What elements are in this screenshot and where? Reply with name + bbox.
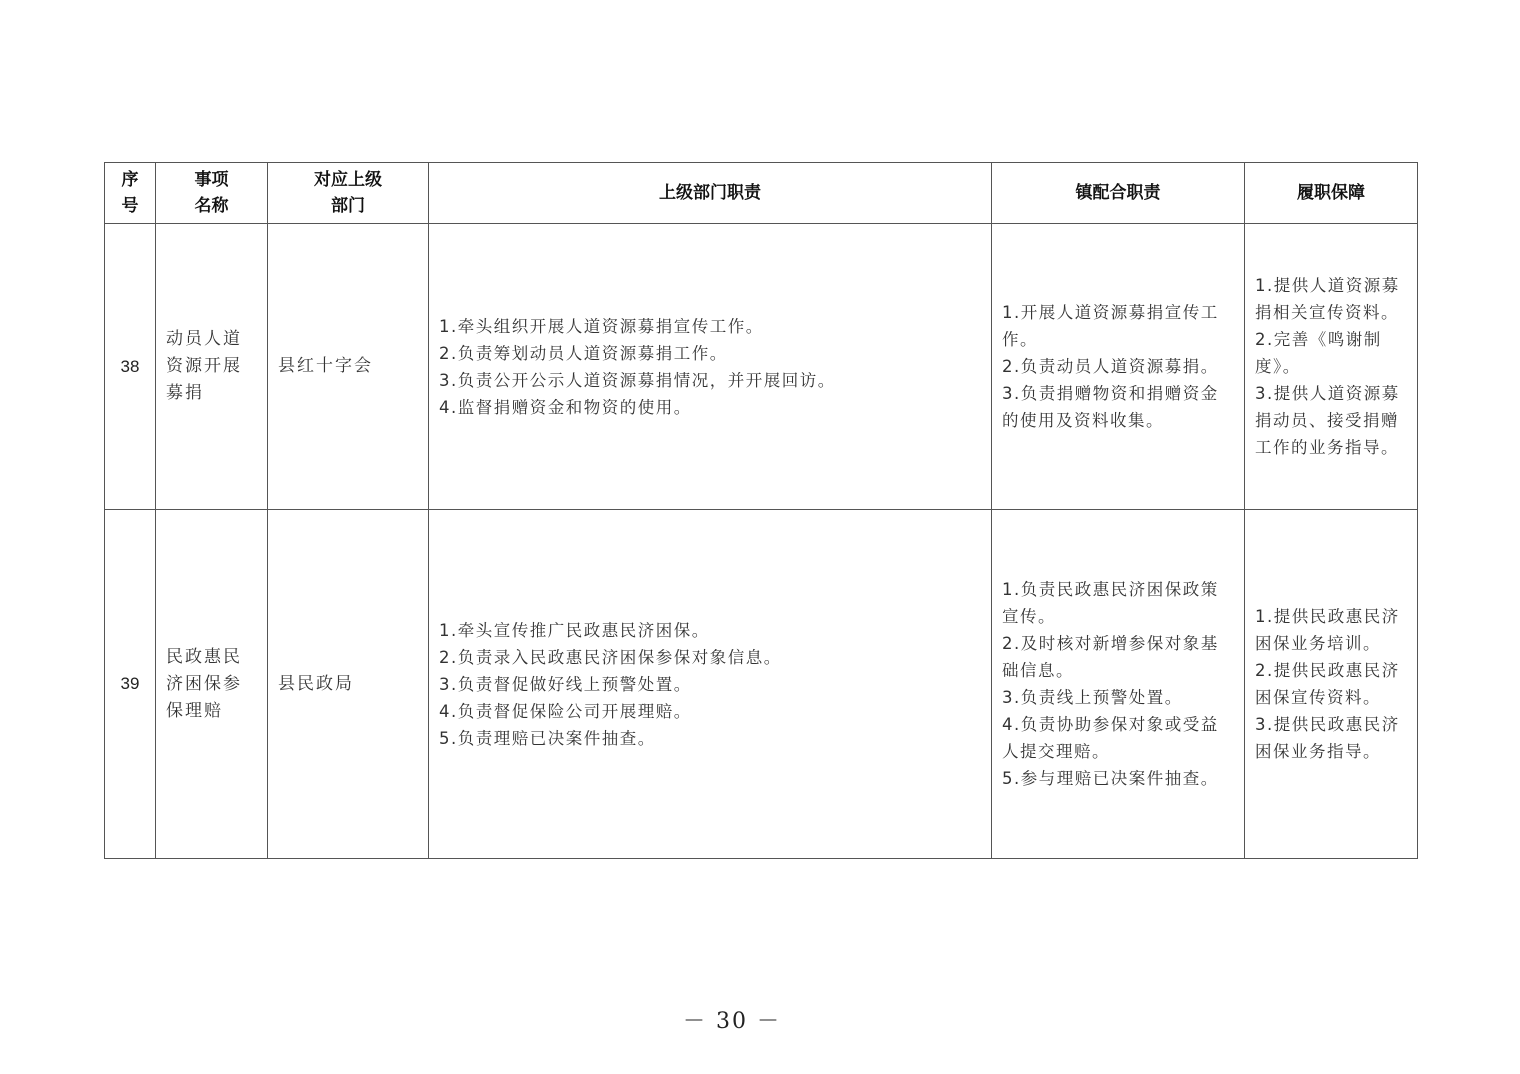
duty-line: 1.牵头组织开展人道资源募捐宣传工作。 <box>439 316 764 336</box>
town-duty-line: 3.负责捐赠物资和捐赠资金 <box>1002 384 1219 403</box>
header-superior-dept-line-2: 部门 <box>331 196 365 216</box>
guarantee-line: 2.完善《鸣谢制 <box>1255 330 1382 349</box>
row-superior-duty <box>429 224 992 510</box>
header-item-name-line-2: 名称 <box>194 196 229 216</box>
row-superior-duty <box>429 510 992 859</box>
guarantee-line: 3.提供人道资源募 <box>1255 384 1400 403</box>
row-superior-dept: 县民政局 <box>268 510 429 859</box>
header-seq-line-2: 号 <box>121 196 139 216</box>
table-row <box>105 224 1418 510</box>
row-guarantee <box>1245 510 1418 859</box>
header-superior-duty: 上级部门职责 <box>429 163 992 224</box>
header-town-duty: 镇配合职责 <box>992 163 1245 224</box>
guarantee-line: 2.提供民政惠民济 <box>1255 661 1400 680</box>
item-name-line: 资源开展 <box>166 356 242 376</box>
item-name-line: 民政惠民 <box>166 646 242 667</box>
row-seq: 38 <box>105 224 156 510</box>
item-name-line: 济困保参 <box>166 673 242 694</box>
town-duty-line: 2.及时核对新增参保对象基 <box>1002 634 1219 653</box>
row-item-name <box>156 510 268 859</box>
header-superior-dept-line-1: 对应上级 <box>314 170 382 190</box>
town-duty-line: 4.负责协助参保对象或受益 <box>1002 715 1219 734</box>
row-town-duty <box>992 510 1245 859</box>
table-row <box>105 510 1418 859</box>
guarantee-line: 捐动员、接受捐赠 <box>1255 411 1399 430</box>
header-seq <box>105 163 156 224</box>
town-duty-line: 3.负责线上预警处置。 <box>1002 688 1183 707</box>
guarantee-line: 工作的业务指导。 <box>1255 438 1399 457</box>
item-name-line: 动员人道 <box>166 329 242 349</box>
row-item-name <box>156 224 268 510</box>
guarantee-line: 3.提供民政惠民济 <box>1255 715 1400 734</box>
town-duty-line: 1.负责民政惠民济困保政策 <box>1002 580 1219 599</box>
town-duty-line: 的使用及资料收集。 <box>1002 411 1164 430</box>
row-seq: 39 <box>105 510 156 859</box>
guarantee-line: 度》。 <box>1255 357 1301 376</box>
duty-line: 4.负责督促保险公司开展理赔。 <box>439 701 692 721</box>
guarantee-line: 困保业务指导。 <box>1255 742 1381 761</box>
duty-line: 3.负责督促做好线上预警处置。 <box>439 674 692 694</box>
duty-line: 2.负责筹划动员人道资源募捐工作。 <box>439 343 728 363</box>
header-item-name-line-1: 事项 <box>194 170 229 190</box>
town-duty-line: 作。 <box>1002 330 1038 349</box>
guarantee-line: 1.提供民政惠民济 <box>1255 607 1400 626</box>
town-duty-line: 人提交理赔。 <box>1002 742 1110 761</box>
page-number: － 30 － <box>683 1009 781 1034</box>
town-duty-line: 1.开展人道资源募捐宣传工 <box>1002 303 1219 322</box>
guarantee-line: 困保宣传资料。 <box>1255 688 1381 707</box>
header-seq-line-1: 序 <box>121 170 139 190</box>
item-name-line: 保理赔 <box>166 700 223 721</box>
duty-line: 4.监督捐赠资金和物资的使用。 <box>439 397 692 417</box>
header-guarantee: 履职保障 <box>1245 163 1418 224</box>
row-town-duty <box>992 224 1245 510</box>
item-name-line: 募捐 <box>166 383 204 403</box>
header-item-name <box>156 163 268 224</box>
row-guarantee <box>1245 224 1418 510</box>
row-superior-dept: 县红十字会 <box>268 224 429 510</box>
duty-line: 2.负责录入民政惠民济困保参保对象信息。 <box>439 647 782 667</box>
town-duty-line: 5.参与理赔已决案件抽查。 <box>1002 769 1219 788</box>
duties-table <box>104 162 1418 859</box>
header-superior-dept <box>268 163 429 224</box>
town-duty-line: 础信息。 <box>1002 661 1074 680</box>
guarantee-line: 捐相关宣传资料。 <box>1255 303 1399 322</box>
guarantee-line: 1.提供人道资源募 <box>1255 276 1400 295</box>
town-duty-line: 宣传。 <box>1002 607 1056 626</box>
town-duty-line: 2.负责动员人道资源募捐。 <box>1002 357 1219 376</box>
duty-line: 1.牵头宣传推广民政惠民济困保。 <box>439 620 710 640</box>
duty-line: 5.负责理赔已决案件抽查。 <box>439 728 656 748</box>
duty-line: 3.负责公开公示人道资源募捐情况，并开展回访。 <box>439 370 836 390</box>
guarantee-line: 困保业务培训。 <box>1255 634 1381 653</box>
table-header-row <box>105 163 1418 224</box>
